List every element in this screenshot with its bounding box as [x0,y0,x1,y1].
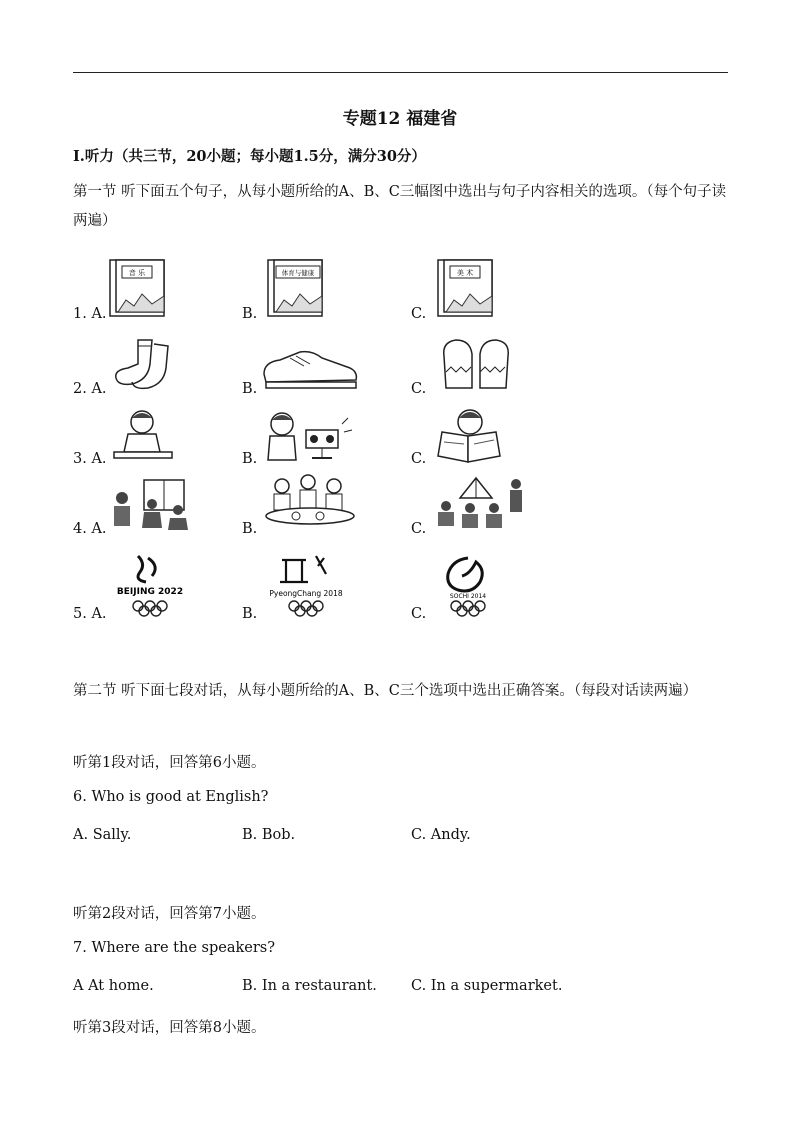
family-camping-icon [432,472,528,532]
q4-c-label: C. [411,521,427,537]
part2-instructions: 第二节 听下面七段对话，从每小题所给的A、B、C三个选项中选出正确答案。（每段对话读两遍） [73,683,698,699]
q5-a-label: 5. A. [73,606,107,622]
book-pe-icon [266,256,328,318]
dialogue3-prompt: 听第3段对话，回答第8小题。 [73,1020,266,1036]
q4-b-label: B. [242,521,258,537]
family-home-icon [108,476,192,532]
part1-instructions: 第一节 听下面五个句子，从每小题所给的A、B、C三幅图中选出与句子内容相关的选项。（每个句子读两遍） [73,184,727,229]
sochi-2014-text: SOCHI 2014 [449,593,487,600]
q5-c-label: C. [411,606,427,622]
q3-c-label: C. [411,451,427,467]
question7: 7. Where are the speakers? [73,940,275,956]
beijing-2022-text: BEIJING 2022 [116,587,184,597]
pyeongchang-2018-text: PyeongChang 2018 [269,589,343,598]
book-art-icon [436,256,498,318]
q6-option-b: B. Bob. [242,827,296,843]
q1-b-label: B. [242,306,258,322]
q2-a-label: 2. A. [73,381,107,397]
q7-option-a: A At home. [73,978,154,994]
pyeongchang-2018-logo-icon [266,552,346,618]
section-heading: I.听力（共三节，20小题；每小题1.5分，满分30分） [73,148,426,165]
mittens-icon [436,336,516,392]
header-rule [73,72,728,73]
q1-a-label: 1. A. [73,306,107,322]
q3-a-label: 3. A. [73,451,107,467]
q2-c-label: C. [411,381,427,397]
page-title: 专题12 福建省 [342,109,458,129]
family-dinner-icon [262,472,358,532]
sneakers-icon [260,344,360,390]
book-music-icon [108,256,170,318]
q3-b-label: B. [242,451,258,467]
q7-option-b: B. In a restaurant. [242,978,377,994]
boy-radio-icon [262,408,354,464]
boy-newspaper-icon [434,406,520,466]
q5-b-label: B. [242,606,258,622]
socks-icon [108,336,180,392]
dialogue1-prompt: 听第1段对话，回答第6小题。 [73,755,266,771]
q6-option-a: A. Sally. [73,827,132,843]
dialogue2-prompt: 听第2段对话，回答第7小题。 [73,906,266,922]
q7-option-c: C. In a supermarket. [411,978,563,994]
sochi-2014-logo-icon [436,552,500,618]
q2-b-label: B. [242,381,258,397]
beijing-2022-logo-icon [112,552,188,618]
book-music-text: 音 乐 [128,269,146,277]
q6-option-c: C. Andy. [411,827,471,843]
question6: 6. Who is good at English? [73,789,269,805]
q1-c-label: C. [411,306,427,322]
q4-a-label: 4. A. [73,521,107,537]
boy-writing-icon [110,408,176,464]
book-pe-text: 体育与健康 [281,269,315,277]
book-art-text: 美 术 [456,269,474,277]
